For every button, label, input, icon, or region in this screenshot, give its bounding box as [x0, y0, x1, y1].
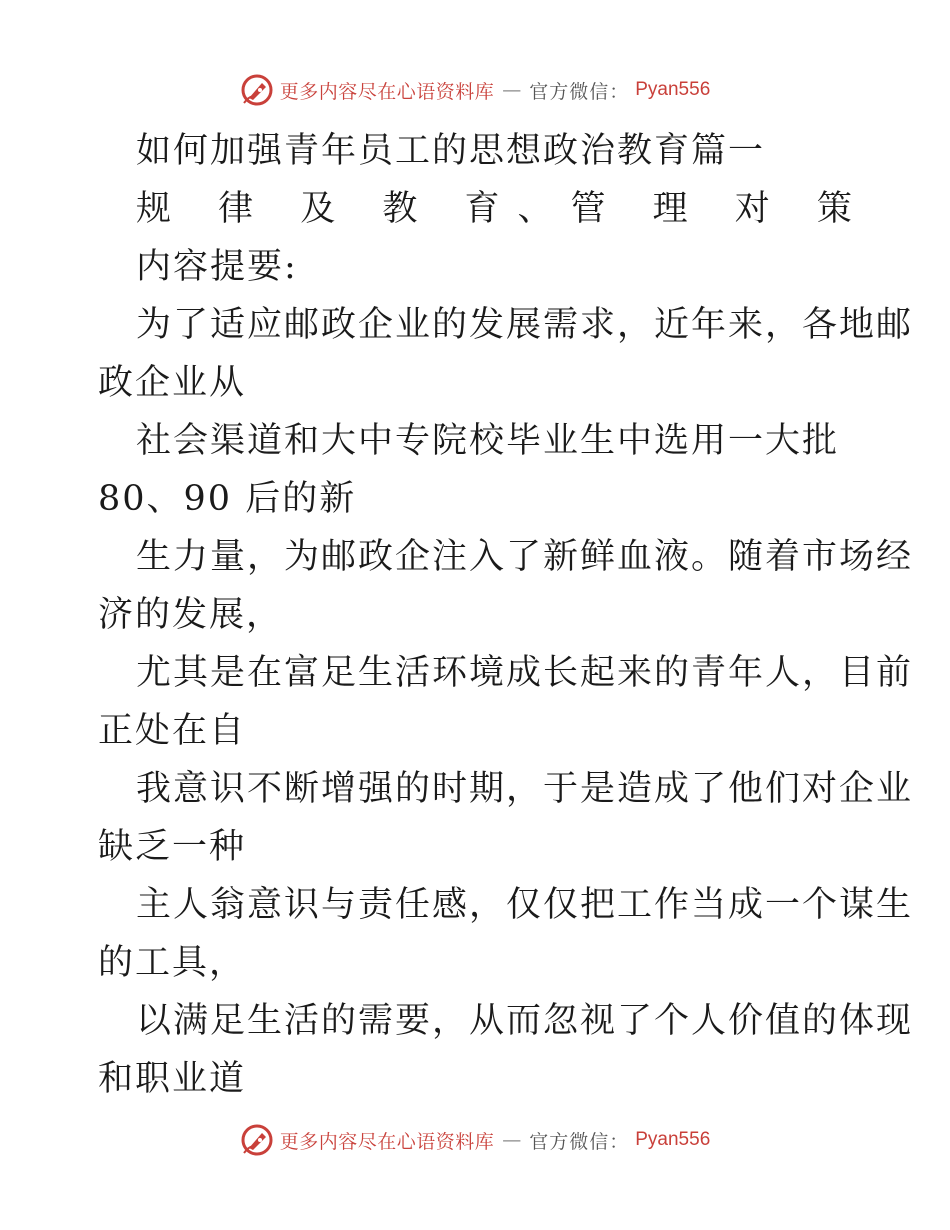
paragraph-line: 我意识不断增强的时期，于是造成了他们对企业 [136, 769, 914, 809]
paragraph-line: 为了适应邮政企业的发展需求，近年来，各地邮 [136, 305, 914, 345]
paragraph-line: 社会渠道和大中专院校毕业生中选用一大批 [136, 421, 840, 461]
header-wechat-id: Pyan556 [635, 79, 711, 100]
paragraph-line: 以满足生活的需要，从而忽视了个人价值的体现 [136, 1001, 914, 1041]
paragraph-line: 尤其是在富足生活环境成长起来的青年人，目前 [136, 653, 914, 693]
footer-dash: — [502, 1129, 522, 1151]
pen-nib-circle-icon [240, 73, 274, 107]
pen-nib-circle-icon [240, 1123, 274, 1157]
header-official-label: 官方微信： [529, 80, 630, 103]
footer-wechat-id: Pyan556 [635, 1129, 711, 1150]
paragraph-line: 80、90 后的新 [98, 479, 357, 519]
document-subtitle: 规 律 及 教 育、管 理 对 策 [136, 189, 870, 229]
footer-official-label: 官方微信： [529, 1130, 630, 1153]
header-promo-text: 更多内容尽在心语资料库 [279, 80, 495, 103]
paragraph-line: 生力量，为邮政企注入了新鲜血液。随着市场经 [136, 537, 914, 577]
document-title: 如何加强青年员工的思想政治教育篇一 [136, 131, 766, 171]
footer-banner-content [240, 1123, 711, 1157]
paragraph-line: 济的发展， [98, 595, 284, 635]
paragraph-line: 缺乏一种 [98, 827, 247, 867]
paragraph-line: 的工具， [98, 943, 247, 983]
footer-banner [0, 1120, 950, 1160]
footer-promo-text: 更多内容尽在心语资料库 [279, 1130, 495, 1153]
summary-heading: 内容提要: [136, 247, 298, 287]
document-body [98, 122, 914, 1108]
header-dash: — [502, 79, 522, 101]
header-banner-content [240, 73, 711, 107]
paragraph-line: 正处在自 [98, 711, 247, 751]
header-banner [0, 70, 950, 110]
paragraph-line: 主人翁意识与责任感，仅仅把工作当成一个谋生 [136, 885, 914, 925]
paragraph-line: 和职业道 [98, 1059, 247, 1099]
paragraph-line: 政企业从 [98, 363, 247, 403]
